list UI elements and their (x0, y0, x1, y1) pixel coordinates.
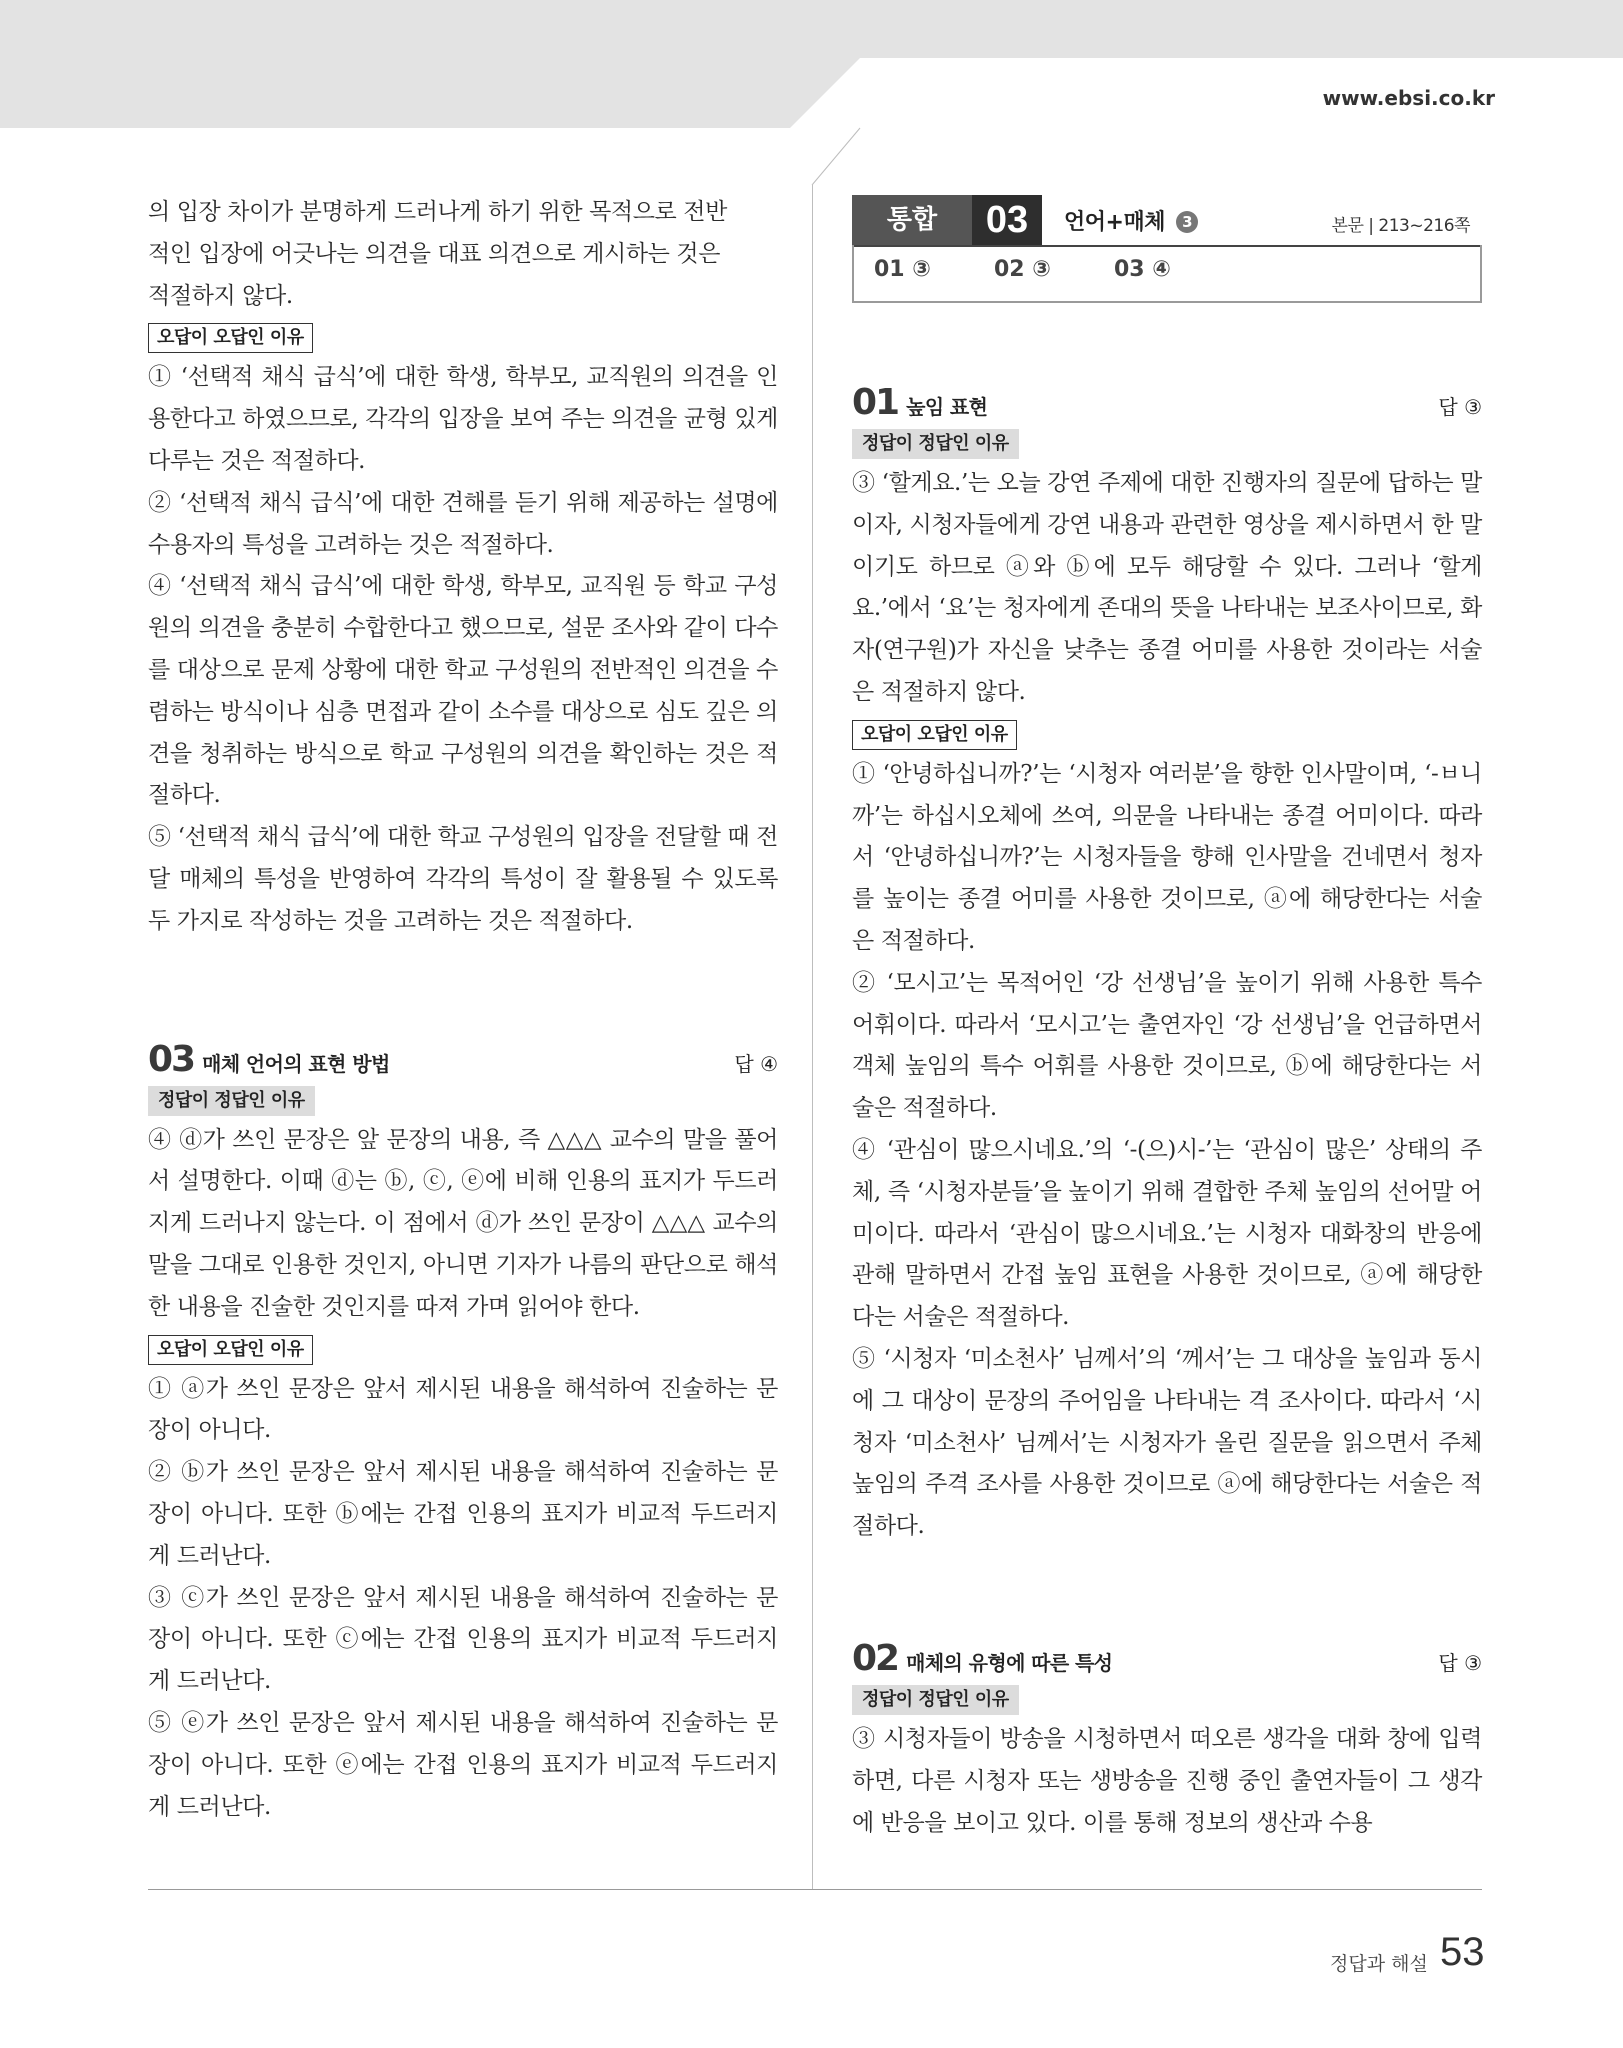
integrated-title-text: 언어+매체 (1064, 210, 1165, 235)
answer-item: 01 ③ (874, 257, 931, 282)
page-range: 본문 | 213~216쪽 (1331, 216, 1470, 236)
section-title: 매체의 유형에 따른 특성 (906, 1650, 1113, 1675)
correct-answer-text: ③ 시청자들이 방송을 시청하면서 떠오른 생각을 대화 창에 입력하면, 다른 시청자 또는 생방송을 진행 중인 출연자들이 그 생각에 반응을 보이고 있다. 이를 통해 정보의 생산과 수용 (852, 1725, 1482, 1836)
correct-answer-label: 정답이 정답인 이유 (852, 429, 1019, 459)
intro-line: 적절하지 않다. (148, 282, 293, 309)
correct-answer-text: ④ ⓓ가 쓰인 문장은 앞 문장의 내용, 즉 △△△ 교수의 말을 풀어서 설명한다. 이때 ⓓ는 ⓑ, ⓒ, ⓔ에 비해 인용의 표지가 두드러지게 드러나지 않는다. 이 점에서 ⓓ가 쓰인 문장이 △△△ 교수의 말을 그대로 인용한 것인지, 아니면 기자가 나름의 판단으로 해석한 내용을 진술한 것인지를 따져 가며 읽어야 한다. (148, 1126, 778, 1320)
integrated-answer-box (852, 195, 1482, 305)
wrong-answer-item: ④ ‘선택적 채식 급식’에 대한 학생, 학부모, 교직원 등 학교 구성원의 의견을 충분히 수합한다고 했으므로, 설문 조사와 같이 다수를 대상으로 문제 상황에 대한 학교 구성원의 전반적인 의견을 수렴하는 방식이나 심층 면접과 같이 소수를 대상으로 심도 깊은 의견을 청취하는 방식으로 학교 구성원의 의견을 확인하는 것은 적절하다. (148, 573, 778, 809)
right-column (852, 382, 1482, 1844)
site-url[interactable]: www.ebsi.co.kr (1322, 86, 1495, 110)
section-answer: 답 ④ (734, 1051, 778, 1076)
left-column (148, 192, 778, 1828)
wrong-answer-item: ③ ⓒ가 쓰인 문장은 앞서 제시된 내용을 해석하여 진술하는 문장이 아니다. 또한 ⓒ에는 간접 인용의 표지가 비교적 두드러지게 드러난다. (148, 1584, 778, 1695)
wrong-answer-item: ⑤ ‘선택적 채식 급식’에 대한 학교 구성원의 입장을 전달할 때 전달 매체의 특성을 반영하여 각각의 특성이 잘 활용될 수 있도록 두 가지로 작성하는 것을 고려하는 것은 적절하다. (148, 824, 778, 934)
wrong-answer-item: ① ‘안녕하십니까?’는 ‘시청자 여러분’을 향한 인사말이며, ‘-ㅂ니까’는 하십시오체에 쓰여, 의문을 나타내는 종결 어미이다. 따라서 ‘안녕하십니까?’는 시청자들을 향해 인사말을 건네면서 청자를 높이는 종결 어미를 사용한 것이므로, ⓐ에 해당한다는 서술은 적절하다. (852, 760, 1482, 954)
column-divider (812, 185, 813, 1890)
tab-integrated: 통합 (852, 195, 972, 245)
section-02-heading (852, 1638, 1482, 1679)
answer-item: 03 ④ (1114, 257, 1171, 282)
wrong-answer-item: ④ ‘관심이 많으시네요.’의 ‘-(으)시-’는 ‘관심이 많은’ 상태의 주체, 즉 ‘시청자분들’을 높이기 위해 결합한 주체 높임의 선어말 어미이다. 따라서 ‘관심이 많으시네요.’는 시청자 대화창의 반응에 관해 말하면서 간접 높임 표현을 사용한 것이므로, ⓐ에 해당한다는 서술은 적절하다. (852, 1136, 1482, 1331)
intro-line: 의 입장 차이가 분명하게 드러나게 하기 위한 목적으로 전반 (148, 199, 727, 225)
section-answer: 답 ③ (1438, 395, 1482, 419)
integrated-box-header (852, 195, 1482, 247)
wrong-answer-label: 오답이 오답인 이유 (852, 720, 1017, 750)
page-number: 53 (1440, 1930, 1485, 1974)
section-03-heading (148, 1039, 778, 1080)
section-title: 매체 언어의 표현 방법 (202, 1051, 390, 1076)
wrong-answer-item: ⑤ ⓔ가 쓰인 문장은 앞서 제시된 내용을 해석하여 진술하는 문장이 아니다. 또한 ⓔ에는 간접 인용의 표지가 비교적 두드러지게 드러난다. (148, 1709, 778, 1820)
correct-answer-label: 정답이 정답인 이유 (852, 1685, 1019, 1715)
tab-number: 03 (972, 195, 1042, 245)
section-number: 03 (148, 1038, 195, 1080)
wrong-answer-label: 오답이 오답인 이유 (148, 1335, 313, 1365)
wrong-answer-label: 오답이 오답인 이유 (148, 323, 313, 353)
intro-line: 적인 입장에 어긋나는 의견을 대표 의견으로 게시하는 것은 (148, 240, 721, 267)
footer-label: 정답과 해설 (1330, 1953, 1428, 1975)
section-number: 01 (852, 382, 899, 423)
wrong-answer-item: ② ‘모시고’는 목적어인 ‘강 선생님’을 높이기 위해 사용한 특수 어휘이다. 따라서 ‘모시고’는 출연자인 ‘강 선생님’을 언급하면서 객체 높임의 특수 어휘를 사용한 것이므로, ⓑ에 해당한다는 서술은 적절하다. (852, 969, 1482, 1122)
section-answer: 답 ③ (1438, 1650, 1482, 1675)
correct-answer-text: ③ ‘할게요.’는 오늘 강연 주제에 대한 진행자의 질문에 답하는 말이자, 시청자들에게 강연 내용과 관련한 영상을 제시하면서 한 말이기도 하므로 ⓐ와 ⓑ에 모두 해당할 수 있다. 그러나 ‘할게요.’에서 ‘요’는 청자에게 존대의 뜻을 나타내는 보조사이므로, 화자(연구원)가 자신을 낮추는 종결 어미를 사용한 것이라는 서술은 적절하지 않다. (852, 470, 1482, 705)
bottom-rule (148, 1889, 1482, 1890)
correct-answer-label: 정답이 정답인 이유 (148, 1086, 315, 1116)
answer-item: 02 ③ (994, 257, 1051, 282)
wrong-answer-item: ② ⓑ가 쓰인 문장은 앞서 제시된 내용을 해석하여 진술하는 문장이 아니다. 또한 ⓑ에는 간접 인용의 표지가 비교적 두드러지게 드러난다. (148, 1459, 778, 1569)
integrated-answers (852, 245, 1482, 303)
section-number: 02 (852, 1637, 899, 1679)
circle-number-badge: 3 (1176, 211, 1198, 233)
section-title: 높임 표현 (906, 395, 988, 419)
section-01-heading (852, 382, 1482, 423)
wrong-answer-item: ① ⓐ가 쓰인 문장은 앞서 제시된 내용을 해석하여 진술하는 문장이 아니다. (148, 1375, 778, 1444)
wrong-answer-item: ⑤ ‘시청자 ‘미소천사’ 님께서’의 ‘께서’는 그 대상을 높임과 동시에 그 대상이 문장의 주어임을 나타내는 격 조사이다. 따라서 ‘시청자 ‘미소천사’ 님께서’는 시청자가 올린 질문을 읽으면서 주체 높임의 주격 조사를 사용한 것이므로 ⓐ에 해당한다는 서술은 적절하다. (852, 1345, 1482, 1540)
wrong-answer-item: ② ‘선택적 채식 급식’에 대한 견해를 듣기 위해 제공하는 설명에 수용자의 특성을 고려하는 것은 적절하다. (148, 489, 778, 558)
integrated-title (1064, 205, 1198, 236)
wrong-answer-item: ① ‘선택적 채식 급식’에 대한 학생, 학부모, 교직원의 의견을 인용한다고 하였으므로, 각각의 입장을 보여 주는 의견을 균형 있게 다루는 것은 적절하다. (148, 364, 778, 474)
